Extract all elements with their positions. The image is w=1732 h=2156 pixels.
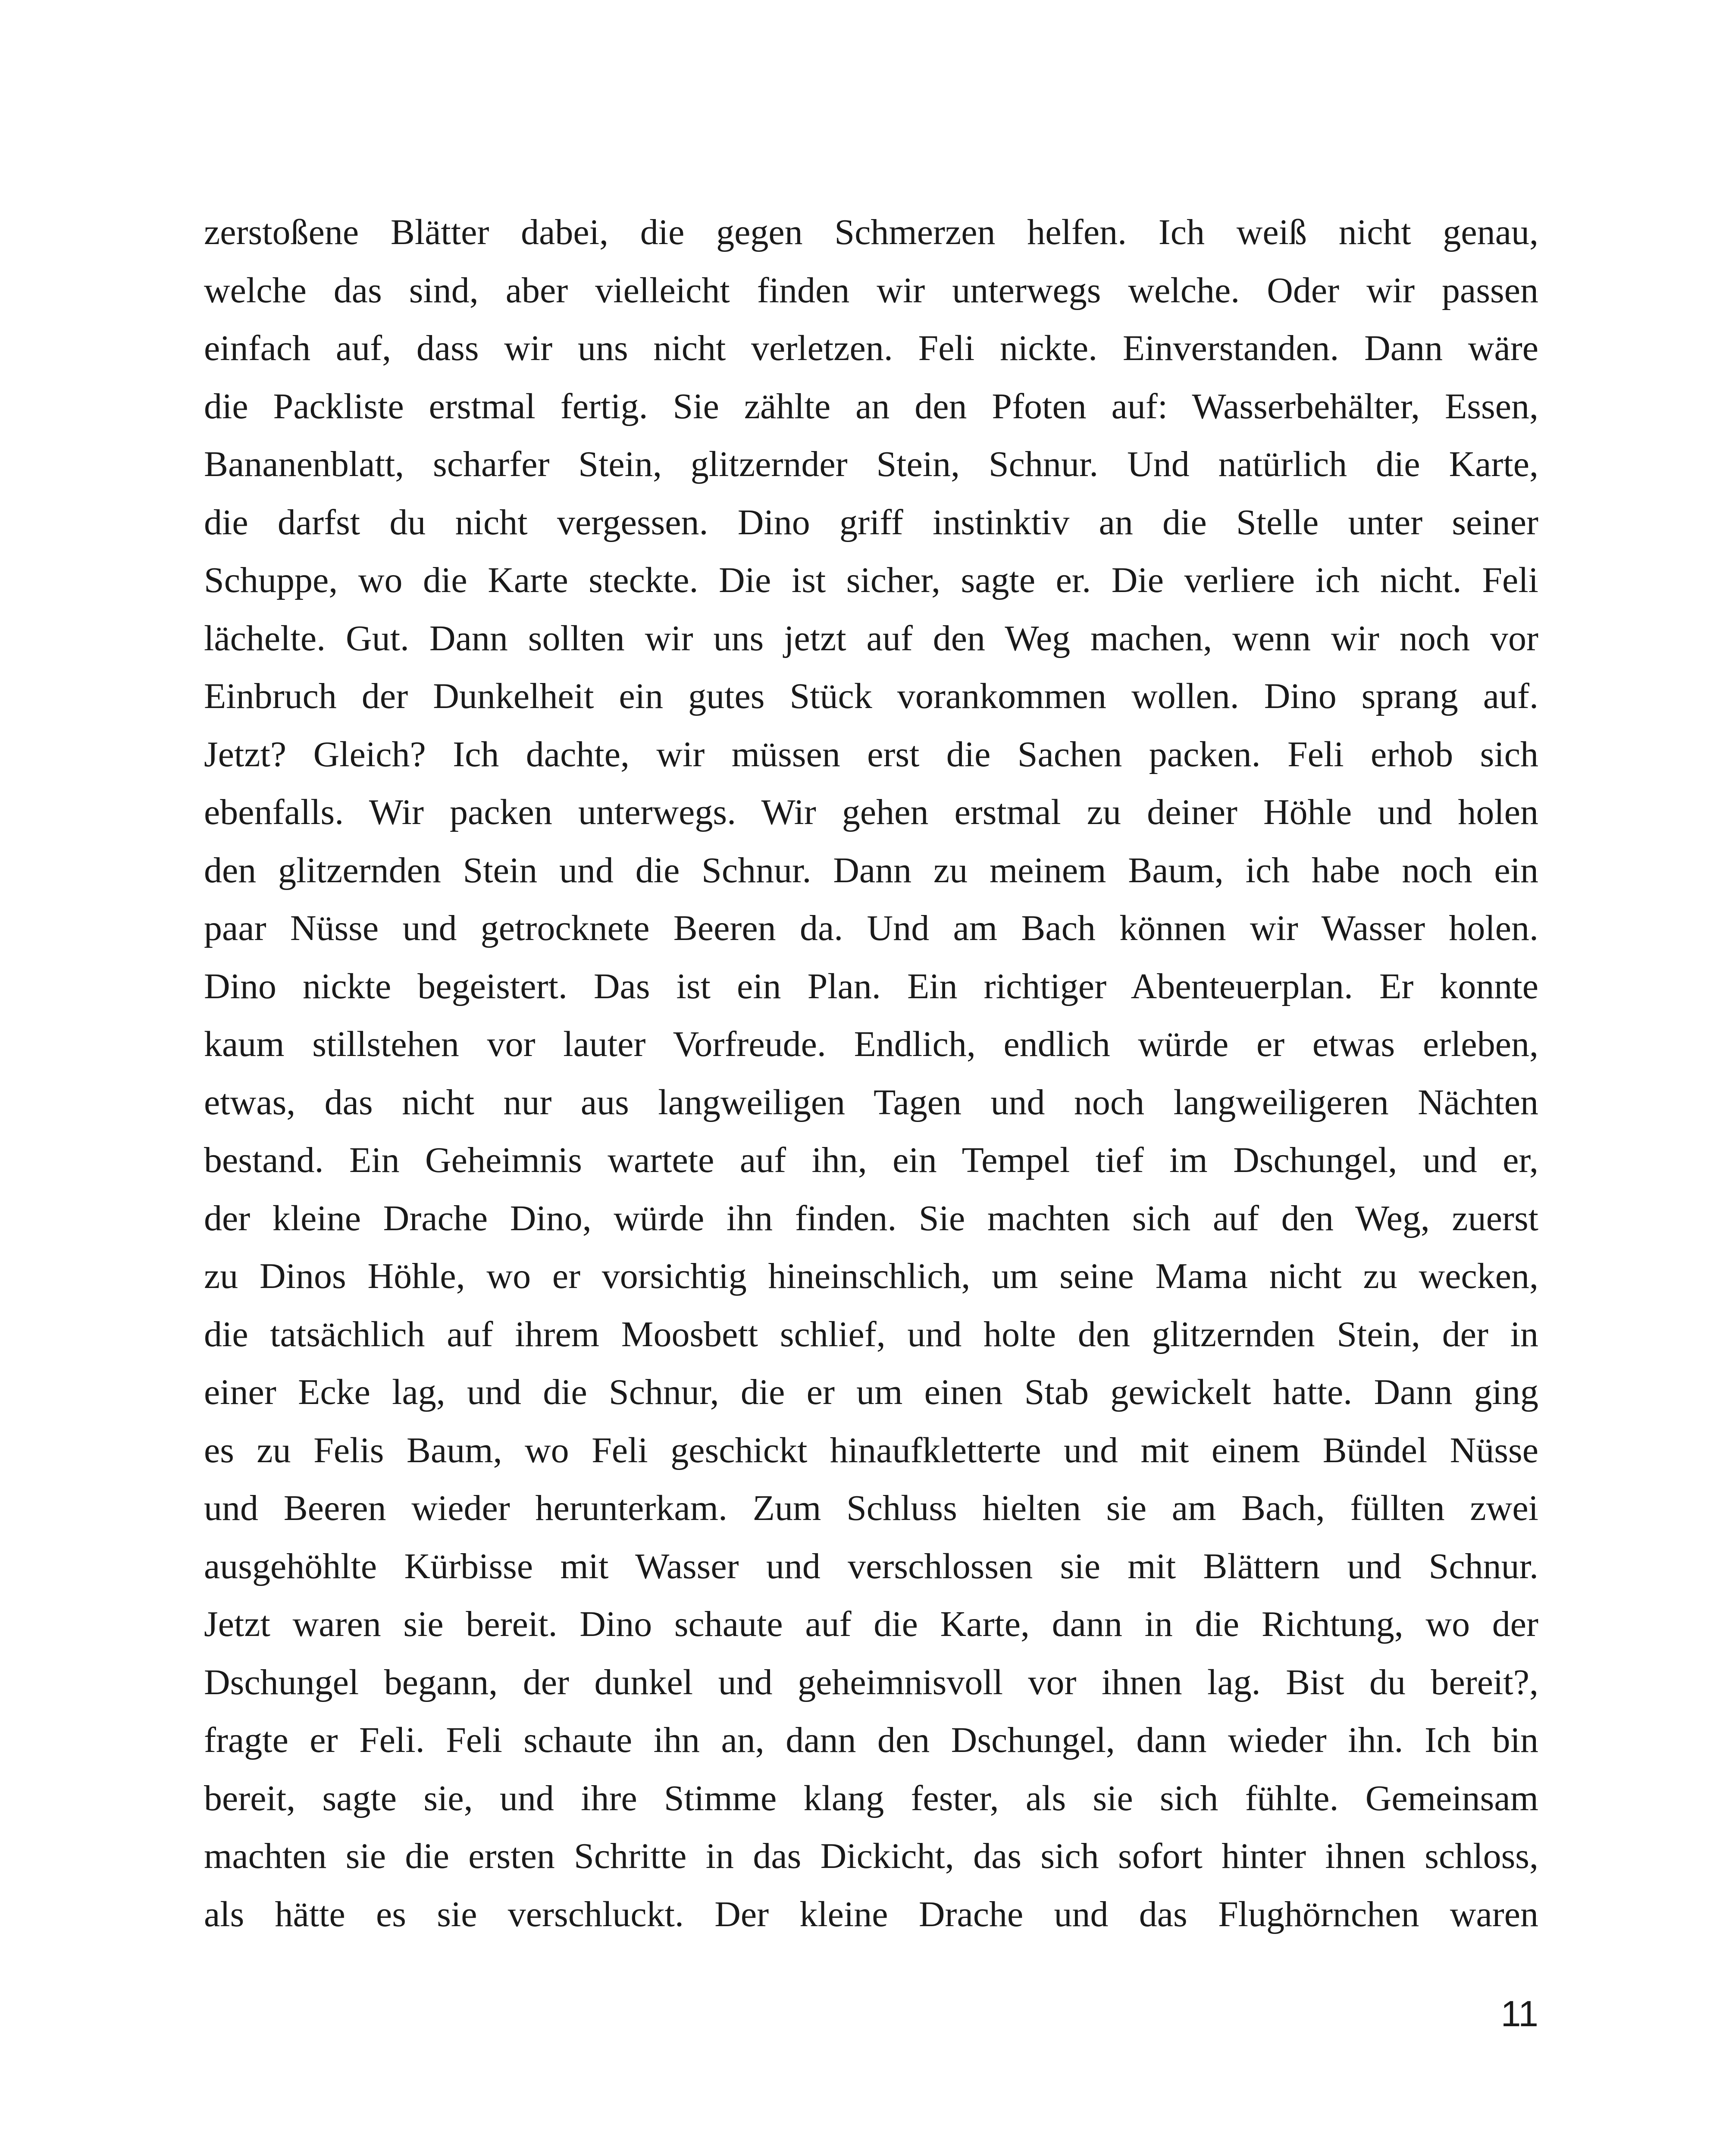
text-line-8: lächelte. Gut. Dann sollten wir uns jetzt auf den Weg machen, wenn wir noch vor bbox=[204, 618, 1538, 658]
text-line-11: ebenfalls. Wir packen unterwegs. Wir gehen erstmal zu deiner Höhle und holen bbox=[204, 792, 1538, 832]
text-line-2: welche das sind, aber vielleicht finden wir unterwegs welche. Oder wir passen bbox=[204, 270, 1538, 310]
text-line-5: Bananenblatt, scharfer Stein, glitzernder Stein, Schnur. Und natürlich die Karte, bbox=[204, 444, 1538, 484]
text-line-13: paar Nüsse und getrocknete Beeren da. Und am Bach können wir Wasser holen. bbox=[204, 908, 1538, 948]
text-line-1: zerstoßene Blätter dabei, die gegen Schmerzen helfen. Ich weiß nicht genau, bbox=[204, 212, 1538, 252]
text-line-30: als hätte es sie verschluckt. Der kleine Drache und das Flughörnchen waren bbox=[204, 1894, 1538, 1934]
text-line-12: den glitzernden Stein und die Schnur. Dann zu meinem Baum, ich habe noch ein bbox=[204, 850, 1538, 890]
text-line-20: die tatsächlich auf ihrem Moosbett schlief, und holte den glitzernden Stein, der in bbox=[204, 1314, 1538, 1354]
text-line-26: Dschungel begann, der dunkel und geheimnisvoll vor ihnen lag. Bist du bereit?, bbox=[204, 1662, 1538, 1702]
text-line-28: bereit, sagte sie, und ihre Stimme klang fester, als sie sich fühlte. Gemeinsam bbox=[204, 1778, 1538, 1818]
text-line-21: einer Ecke lag, und die Schnur, die er um einen Stab gewickelt hatte. Dann ging bbox=[204, 1372, 1538, 1412]
text-line-16: etwas, das nicht nur aus langweiligen Tagen und noch langweiligeren Nächten bbox=[204, 1082, 1538, 1122]
text-line-4: die Packliste erstmal fertig. Sie zählte an den Pfoten auf: Wasserbehälter, Essen, bbox=[204, 386, 1538, 426]
text-line-22: es zu Felis Baum, wo Feli geschickt hinaufkletterte und mit einem Bündel Nüsse bbox=[204, 1430, 1538, 1470]
text-line-27: fragte er Feli. Feli schaute ihn an, dann den Dschungel, dann wieder ihn. Ich bin bbox=[204, 1720, 1538, 1760]
text-line-14: Dino nickte begeistert. Das ist ein Plan. Ein richtiger Abenteuerplan. Er konnte bbox=[204, 966, 1538, 1006]
page-number: 11 bbox=[1500, 1993, 1538, 2034]
text-line-6: die darfst du nicht vergessen. Dino griff instinktiv an die Stelle unter seiner bbox=[204, 502, 1538, 542]
text-line-9: Einbruch der Dunkelheit ein gutes Stück vorankommen wollen. Dino sprang auf. bbox=[204, 676, 1538, 716]
text-line-18: der kleine Drache Dino, würde ihn finden. Sie machten sich auf den Weg, zuerst bbox=[204, 1198, 1538, 1238]
text-line-24: ausgehöhlte Kürbisse mit Wasser und verschlossen sie mit Blättern und Schnur. bbox=[204, 1546, 1538, 1586]
text-line-10: Jetzt? Gleich? Ich dachte, wir müssen erst die Sachen packen. Feli erhob sich bbox=[204, 734, 1538, 774]
text-line-3: einfach auf, dass wir uns nicht verletzen. Feli nickte. Einverstanden. Dann wäre bbox=[204, 328, 1538, 368]
text-line-25: Jetzt waren sie bereit. Dino schaute auf die Karte, dann in die Richtung, wo der bbox=[204, 1604, 1538, 1644]
text-line-7: Schuppe, wo die Karte steckte. Die ist sicher, sagte er. Die verliere ich nicht. Feli bbox=[204, 560, 1538, 600]
text-line-19: zu Dinos Höhle, wo er vorsichtig hineinschlich, um seine Mama nicht zu wecken, bbox=[204, 1256, 1538, 1296]
text-line-29: machten sie die ersten Schritte in das Dickicht, das sich sofort hinter ihnen schloss, bbox=[204, 1836, 1538, 1876]
text-line-23: und Beeren wieder herunterkam. Zum Schluss hielten sie am Bach, füllten zwei bbox=[204, 1488, 1538, 1528]
text-line-17: bestand. Ein Geheimnis wartete auf ihn, ein Tempel tief im Dschungel, und er, bbox=[204, 1140, 1538, 1180]
body-text bbox=[204, 204, 1538, 1943]
text-line-15: kaum stillstehen vor lauter Vorfreude. Endlich, endlich würde er etwas erleben, bbox=[204, 1024, 1538, 1064]
